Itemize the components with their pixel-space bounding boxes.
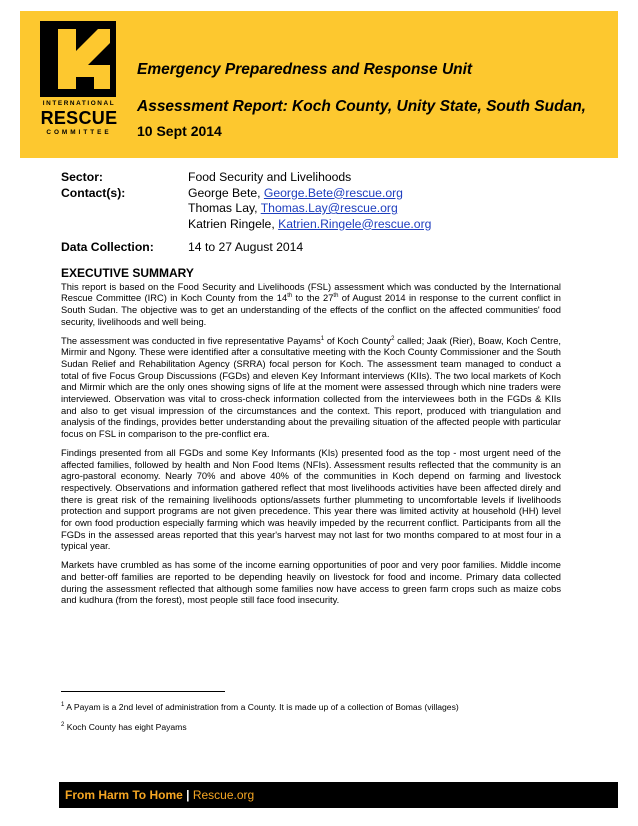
sector-label: Sector:	[61, 170, 103, 184]
contacts-label: Contact(s):	[61, 185, 126, 200]
footnote	[61, 702, 459, 712]
contact-entry: Katrien Ringele, Katrien.Ringele@rescue.org	[188, 216, 432, 231]
unit-title: Emergency Preparedness and Response Unit	[137, 61, 473, 78]
footer-separator: |	[182, 788, 193, 802]
paragraph: Markets have crumbled as has some of the income earning opportunities of poor and very poor families. Middle income and better-off families are reported to be depending heavily on livestock for food and income. Primary data collected during the assessment reflected that although some families now have access to green farm crops such as maize cobs and kudhura (from the forest), most people still face food insecurity.	[61, 560, 561, 606]
data-collection-label: Data Collection:	[61, 240, 154, 254]
footnote-text: A Payam is a 2nd level of administration from a County. It is made up of a collection of Bomas (villages)	[64, 702, 459, 712]
logo-text-committee: COMMITTEE	[46, 129, 112, 136]
sector-value: Food Security and Livelihoods	[188, 170, 352, 184]
contact-email-link[interactable]: Katrien.Ringele@rescue.org	[278, 216, 432, 231]
irc-logo	[36, 21, 122, 145]
footnote-number: 1	[61, 702, 65, 709]
irc-logo-mark-icon	[40, 21, 116, 97]
footer-text	[65, 788, 254, 802]
header-banner	[20, 11, 618, 158]
logo-text-international: INTERNATIONAL	[42, 100, 116, 107]
footnote	[61, 722, 187, 732]
contact-name: Thomas Lay	[188, 201, 255, 215]
contact-row	[61, 201, 431, 217]
contact-entry: Thomas Lay, Thomas.Lay@rescue.org	[188, 201, 398, 215]
executive-summary	[61, 268, 561, 614]
footnote-ref[interactable]: 1	[320, 335, 325, 342]
footer-slogan: From Harm To Home	[65, 788, 183, 802]
report-date: 10 Sept 2014	[137, 123, 222, 139]
footnote-text: Koch County has eight Payams	[64, 722, 187, 732]
contact-name: George Bete	[188, 185, 258, 200]
logo-text-rescue: RESCUE	[40, 108, 118, 128]
footer-bar	[59, 782, 618, 808]
report-metadata	[61, 170, 431, 232]
sector-row	[61, 170, 431, 186]
contact-email-link[interactable]: George.Bete@rescue.org	[263, 185, 403, 200]
contact-name: Katrien Ringele	[188, 216, 272, 231]
paragraph: This report is based on the Food Security and Livelihoods (FSL) assessment which was conducted by the International Rescue Committee (IRC) in Koch County from the 14th to the 27th of August 2014 in response to the current conflict in South Sudan. The objective was to get an understanding of the effects of the conflict on the affected communities' food security, livelihoods and well being.	[61, 281, 561, 327]
paragraph: The assessment was conducted in five representative Payams$^1$ of Koch County$^2$ called; Jaak (Rier), Boaw, Koch Centre, Mirmir and Ngony. These were identified after a consultative meeting with the Koch County Commissioner and the South Sudan Relief and Rehabilitation Agency (SRRA) focal person for Koch. The assessment team managed to conduct a total of five Focus Group Discussions (FGDs) and eleven Key Informant interviews (KIIs). The two local markets of Koch and Mirmir which are the only ones showing signs of life at the moment were assessed through which nine traders were interviewed. Observation was vital to cross-check information collected from the interviewees both in the FGDs & KIIs and also to get visual impression of the circumstances and the context. This report, produced with triangulation and analysis of the findings, provides better understanding about the prevailing situation of the affected people with particular focus on FSL in comparison to the pre-conflict era.	[61, 335, 562, 440]
contact-row	[61, 217, 431, 233]
contact-entry: George Bete, George.Bete@rescue.org	[188, 185, 403, 200]
contact-row	[61, 186, 431, 202]
footnote-ref[interactable]: 2	[391, 335, 395, 342]
contact-email-link[interactable]: Thomas.Lay@rescue.org	[260, 201, 398, 215]
footer-site-link[interactable]: Rescue.org	[192, 788, 255, 802]
section-heading: EXECUTIVE SUMMARY	[61, 266, 194, 280]
paragraph: Findings presented from all FGDs and some Key Informants (KIs) presented food as the top - most urgent need of the affected families, followed by health and Non Food Items (NFIs). Assessment results reflected that the community is an agro-pastoral economy. Nearly 70% and above 40% of the communities in Koch depend on farming and livestock respectively. Observations and information gathered reflect that most livelihoods activities have been affected direly and there is great risk of the remaining livelihoods options/assets further plummeting to uncomfortable levels if livelihoods protection and support programs are not given precedence. This year there was limited activity at household (HH) level for own food production especially farming which was heavily impeded by the recurrent conflict. Participants from all the FGDs in the assessed areas reported that this year's harvest may not last for two months compared to at most four in a typical year.	[61, 447, 561, 552]
report-title-text: Assessment Report: Koch County, Unity State, South Sudan,	[137, 98, 586, 115]
footnote-number: 2	[61, 722, 65, 729]
footnote-divider	[61, 691, 225, 692]
report-title	[137, 95, 597, 144]
data-collection-value: 14 to 27 August 2014	[188, 240, 304, 254]
data-collection-row	[61, 240, 303, 254]
